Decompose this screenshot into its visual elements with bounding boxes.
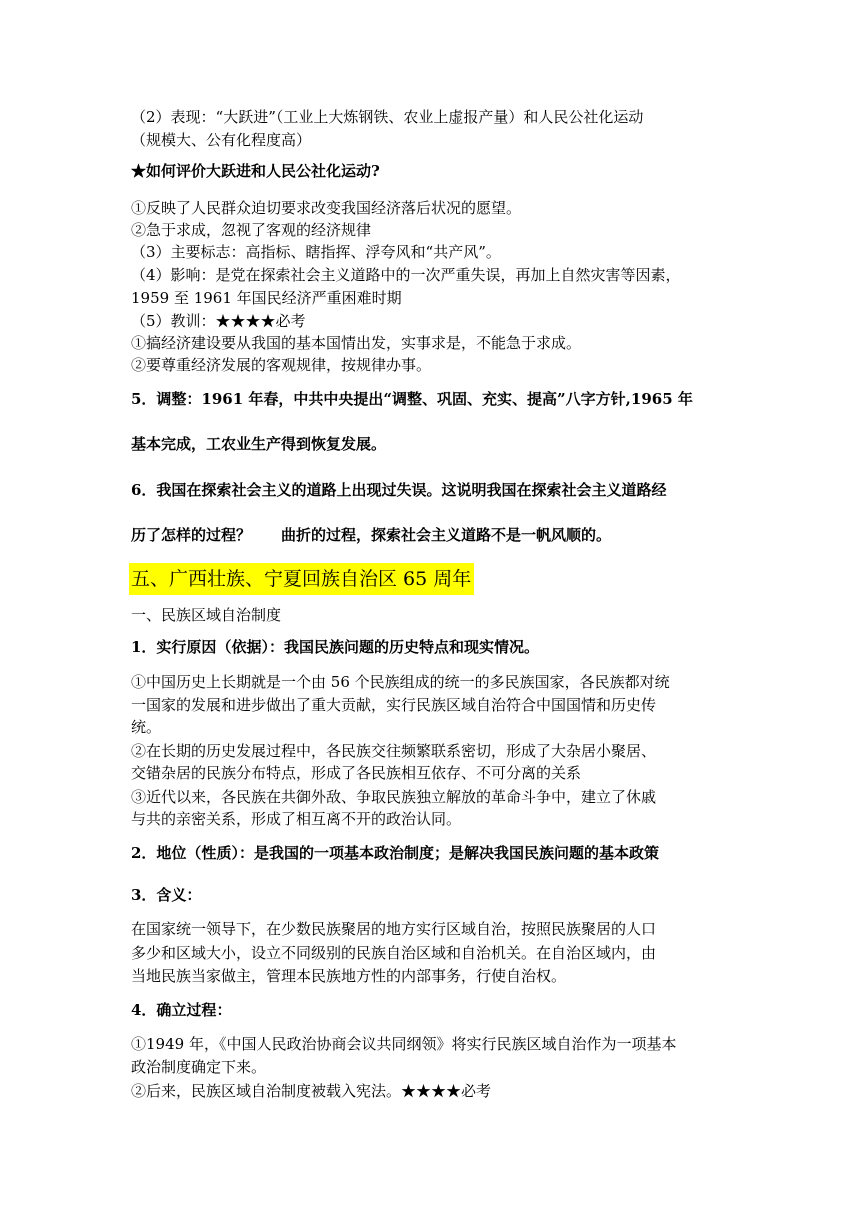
text-line: 当地民族当家做主，管理本民族地方性的内部事务，行使自治权。 [131, 967, 567, 985]
text-line: 与共的亲密关系，形成了相互离不开的政治认同。 [131, 810, 462, 828]
text-line: 统。 [131, 718, 162, 736]
text-line: 政治制度确定下来。 [131, 1058, 267, 1076]
text-line: ②后来，民族区域自治制度被载入宪法。★★★★必考 [131, 1082, 492, 1100]
text-line: （规模大、公有化程度高） [131, 131, 312, 149]
highlighted-heading: 五、广西壮族、宁夏回族自治区 65 周年 [129, 563, 474, 595]
text-line: ②要尊重经济发展的客观规律，按规律办事。 [131, 356, 432, 374]
section-heading: 5．调整：1961 年春，中共中央提出“调整、巩固、充实、提高”八字方针,1965 年 [131, 390, 693, 408]
text-line: 基本完成，工农业生产得到恢复发展。 [131, 435, 387, 453]
subsection-title: 一、民族区域自治制度 [131, 606, 282, 624]
text-line: ②在长期的历史发展过程中，各民族交往频繁联系密切，形成了大杂居小聚居、 [131, 742, 657, 760]
text-line: ①中国历史上长期就是一个由 56 个民族组成的统一的多民族国家，各民族都对统 [131, 673, 670, 691]
text-line: 1959 至 1961 年国民经济严重困难时期 [131, 289, 402, 307]
text-line: 交错杂居的民族分布特点，形成了各民族相互依存、不可分离的关系 [131, 764, 582, 782]
section-heading: 2．地位（性质）：是我国的一项基本政治制度；是解决我国民族问题的基本政策 [131, 844, 659, 862]
text-line: ①搞经济建设要从我国的基本国情出发，实事求是，不能急于求成。 [131, 334, 582, 352]
section-heading: 1．实行原因（依据）：我国民族问题的历史特点和现实情况。 [131, 638, 539, 656]
text-line: 一国家的发展和进步做出了重大贡献，实行民族区域自治符合中国国情和历史传 [131, 696, 657, 714]
text-line: （5）教训：★★★★必考 [131, 312, 306, 330]
text-line: （3）主要标志：高指标、瞎指挥、浮夸风和“共产风”。 [131, 243, 501, 261]
text-line: 在国家统一领导下，在少数民族聚居的地方实行区域自治，按照民族聚居的人口 [131, 920, 657, 938]
text-line: 历了怎样的过程？ 曲折的过程，探索社会主义道路不是一帆风顺的。 [131, 526, 612, 544]
section-heading: 4．确立过程： [131, 1001, 232, 1019]
question-heading: ★如何评价大跃进和人民公社化运动? [131, 162, 380, 180]
text-line: ②急于求成，忽视了客观的经济规律 [131, 221, 372, 239]
text-line: （2）表现：“大跃进”（工业上大炼钢铁、农业上虚报产量）和人民公社化运动 [131, 108, 644, 126]
text-line: 多少和区域大小，设立不同级别的民族自治区域和自治机关。在自治区域内，由 [131, 944, 657, 962]
section-heading: 3．含义： [131, 886, 202, 904]
text-line: ③近代以来，各民族在共御外敌、争取民族独立解放的革命斗争中，建立了休戚 [131, 788, 657, 806]
highlighted-heading-wrap [129, 563, 474, 595]
text-line: ①1949 年，《中国人民政治协商会议共同纲领》将实行民族区域自治作为一项基本 [131, 1035, 677, 1053]
text-line: ①反映了人民群众迫切要求改变我国经济落后状况的愿望。 [131, 199, 522, 217]
section-heading: 6．我国在探索社会主义的道路上出现过失误。这说明我国在探索社会主义道路经 [131, 481, 667, 499]
text-line: （4）影响：是党在探索社会主义道路中的一次严重失误，再加上自然灾害等因素， [131, 266, 681, 284]
